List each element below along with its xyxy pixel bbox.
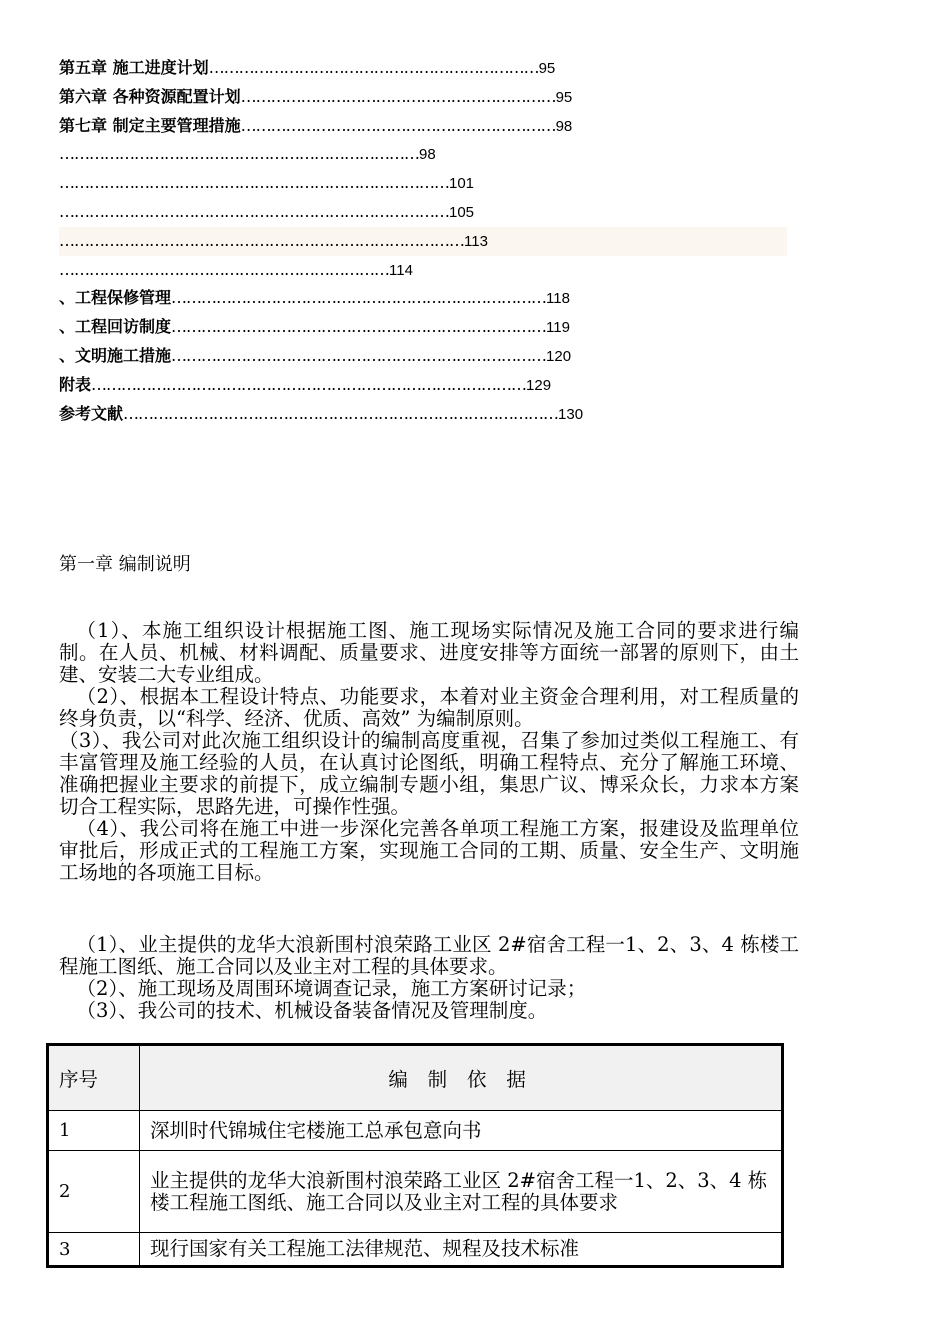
toc-dots: ………………………………………………………………… (171, 288, 547, 308)
toc-page: 118 (546, 290, 570, 308)
toc-dots: …………………………………………………………………… (59, 201, 449, 221)
toc-title: 、工程回访制度 (59, 317, 172, 337)
description-paragraphs (59, 620, 799, 884)
toc-dots: ……………………………………………………………… (59, 144, 419, 164)
basis-paragraphs (59, 934, 799, 1022)
seq-cell: 1 (48, 1111, 140, 1151)
toc-page: 95 (538, 60, 556, 77)
toc-line[interactable] (59, 342, 799, 371)
paragraph: （3）、我公司的技术、机械设备装备情况及管理制度。 (76, 999, 548, 1022)
toc-dots: ………………………………………………………………… (171, 345, 547, 365)
paragraph: （1）、业主提供的龙华大浪新围村浪荣路工业区 2#宿舍工程一1、2、3、4 栋楼工程施工图纸、施工合同以及业主对工程的具体要求。 (59, 933, 799, 978)
toc-title: 参考文献 (59, 403, 124, 423)
paragraph: （3）、我公司对此次施工组织设计的编制高度重视，召集了参加过类似工程施工、有丰富管理及施工经验的人员，在认真讨论图纸，明确工程特点、充分了解施工环境、准确把握业主要求的前提下，成立编制专题小组，集思广议、博采众长，力求本方案切合工程实际，思路先进，可操作性强。 (59, 729, 799, 818)
toc-dots: …………………………………………………………………………… (123, 403, 559, 423)
paragraph: （2）、根据本工程设计特点、功能要求，本着对业主资金合理利用，对工程质量的终身负责，以“科学、经济、优质、高效” 为编制原则。 (59, 685, 799, 730)
table-row (48, 1233, 783, 1267)
toc-title: 第七章 制定主要管理措施 (59, 115, 241, 135)
toc-page: 120 (546, 347, 572, 365)
toc-title: 、工程保修管理 (59, 288, 172, 308)
header-seq: 序号 (48, 1045, 140, 1111)
toc-line[interactable] (59, 198, 799, 227)
table-row (48, 1111, 783, 1151)
seq-cell: 3 (48, 1233, 140, 1267)
toc-dots: ………………………………………………………… (208, 58, 539, 77)
toc-page: 113 (464, 232, 488, 250)
toc-dots: ………………………………………………………… (59, 259, 389, 279)
toc-page: 114 (389, 261, 413, 279)
toc-line[interactable] (59, 400, 799, 429)
content-cell: 业主提供的龙华大浪新围村浪荣路工业区 2#宿舍工程一1、2、3、4 栋楼工程施工图纸、施工合同以及业主对工程的具体要求 (140, 1151, 783, 1233)
toc-line[interactable] (59, 112, 799, 141)
toc-dots: ……………………………………………………………………… (59, 230, 464, 250)
paragraph: （4）、我公司将在施工中进一步深化完善各单项工程施工方案，报建设及监理单位审批后，形成正式的工程施工方案，实现施工合同的工期、质量、安全生产、文明施工场地的各项施工目标。 (59, 817, 799, 884)
table-row (48, 1151, 783, 1233)
basis-table (46, 1043, 784, 1268)
toc-line[interactable] (59, 169, 799, 198)
content-cell: 现行国家有关工程施工法律规范、规程及技术标准 (140, 1233, 783, 1267)
toc-line[interactable] (59, 140, 799, 169)
toc-line[interactable] (59, 83, 799, 112)
toc-page: 119 (546, 319, 570, 337)
toc-line[interactable] (59, 256, 799, 285)
toc-line[interactable] (59, 313, 799, 342)
toc-page: 95 (555, 88, 573, 106)
toc-title: 附表 (59, 374, 92, 394)
chapter-title: 第一章 编制说明 (59, 554, 191, 575)
toc-page: 98 (555, 117, 573, 135)
toc-dots: …………………………………………………………………………… (91, 374, 527, 394)
paragraph: （2）、施工现场及周围环境调查记录，施工方案研讨记录； (76, 977, 587, 1000)
toc-line[interactable] (59, 284, 799, 313)
toc-line[interactable] (59, 227, 787, 256)
toc-dots: ……………………………………………………… (240, 86, 556, 106)
table-of-contents (59, 54, 799, 428)
seq-cell: 2 (48, 1151, 140, 1233)
toc-page: 130 (558, 405, 584, 423)
paragraph: （1）、本施工组织设计根据施工图、施工现场实际情况及施工合同的要求进行编制。在人员、机械、材料调配、质量要求、进度安排等方面统一部署的原则下，由土建、安装二大专业组成。 (59, 619, 799, 686)
toc-page: 129 (526, 376, 552, 394)
toc-title: 、文明施工措施 (59, 345, 172, 365)
toc-title: 第五章 施工进度计划 (59, 58, 209, 77)
table-header-row (48, 1045, 783, 1111)
header-content: 编 制 依 据 (140, 1045, 783, 1111)
toc-title: 第六章 各种资源配置计划 (59, 86, 241, 106)
toc-page: 105 (449, 203, 475, 221)
toc-dots: ………………………………………………………………… (171, 317, 547, 337)
toc-line[interactable] (59, 54, 799, 83)
toc-line[interactable] (59, 371, 799, 400)
toc-dots: …………………………………………………………………… (59, 173, 449, 193)
toc-dots: ……………………………………………………… (240, 115, 556, 135)
toc-page: 101 (449, 175, 475, 193)
content-cell: 深圳时代锦城住宅楼施工总承包意向书 (140, 1111, 783, 1151)
toc-page: 98 (419, 146, 436, 164)
